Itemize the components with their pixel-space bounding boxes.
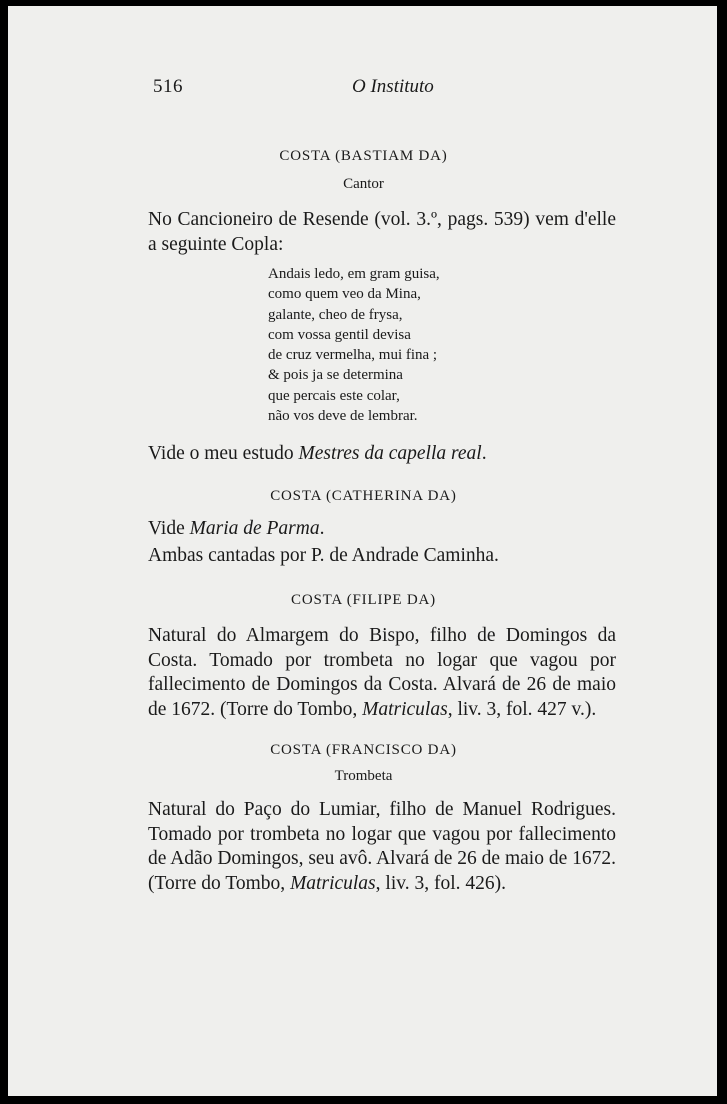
entry-text-filipe xyxy=(148,624,616,722)
line-title: Maria de Parma xyxy=(189,518,320,539)
note-prefix: Vide o meu estudo xyxy=(148,443,299,464)
entry-text-francisco xyxy=(148,798,616,896)
line-prefix: Vide xyxy=(148,518,190,539)
text-prefix: Natural do Almargem do Bispo, filho de Domingos da Costa. Tomado por trombeta no logar que vagou por fallecimento de Domingos da Costa. Alvará de 26 de maio de 1672. (Torre do Tombo, xyxy=(148,625,616,720)
verse-line: como quem veo da Mina, xyxy=(268,286,421,303)
copla-verse xyxy=(268,264,440,426)
verse-line: galante, cheo de frysa, xyxy=(268,306,403,323)
entry-heading-bastiam: COSTA (BASTIAM DA) xyxy=(279,148,448,164)
entry-heading-filipe: COSTA (FILIPE DA) xyxy=(291,592,436,608)
entry-role-bastiam: Cantor xyxy=(343,176,384,192)
entry-note-bastiam xyxy=(148,443,487,465)
text-suffix: , liv. 3, fol. 427 v.). xyxy=(447,698,597,720)
entry-line2-catherina: Ambas cantadas por P. de Andrade Caminha. xyxy=(148,545,499,566)
note-suffix: . xyxy=(481,443,487,464)
page-number: 516 xyxy=(153,76,183,97)
verse-line: não vos deve de lembrar. xyxy=(268,408,418,425)
running-title: O Instituto xyxy=(352,76,434,97)
verse-line: Andais ledo, em gram guisa, xyxy=(268,266,440,282)
text-source: Matriculas xyxy=(362,698,448,720)
entry-intro-bastiam: No Cancioneiro de Resende (vol. 3.º, pags. 539) vem d'elle a seguinte Copla: xyxy=(148,209,616,255)
line-suffix: . xyxy=(319,518,325,539)
verse-line: com vossa gentil devisa xyxy=(268,326,411,343)
verse-line: que percais este colar, xyxy=(268,387,400,404)
entry-heading-catherina: COSTA (CATHERINA DA) xyxy=(270,488,457,504)
entry-role-francisco: Trombeta xyxy=(334,768,393,784)
verse-line: & pois ja se determina xyxy=(268,367,403,384)
entry-line1-catherina xyxy=(148,518,324,540)
text-prefix: Natural do Paço do Lumiar, filho de Manuel Rodrigues. Tomado por trombeta no logar que vagou por fallecimento de Adão Domingos, seu avô. Alvará de 26 de maio de 1672. (Torre do Tombo, xyxy=(148,799,616,894)
text-source: Matriculas xyxy=(290,872,376,894)
note-title: Mestres da capella real xyxy=(298,443,482,464)
verse-line: de cruz vermelha, mui fina ; xyxy=(268,347,438,364)
text-suffix: , liv. 3, fol. 426). xyxy=(375,872,507,894)
entry-heading-francisco: COSTA (FRANCISCO DA) xyxy=(270,742,457,758)
